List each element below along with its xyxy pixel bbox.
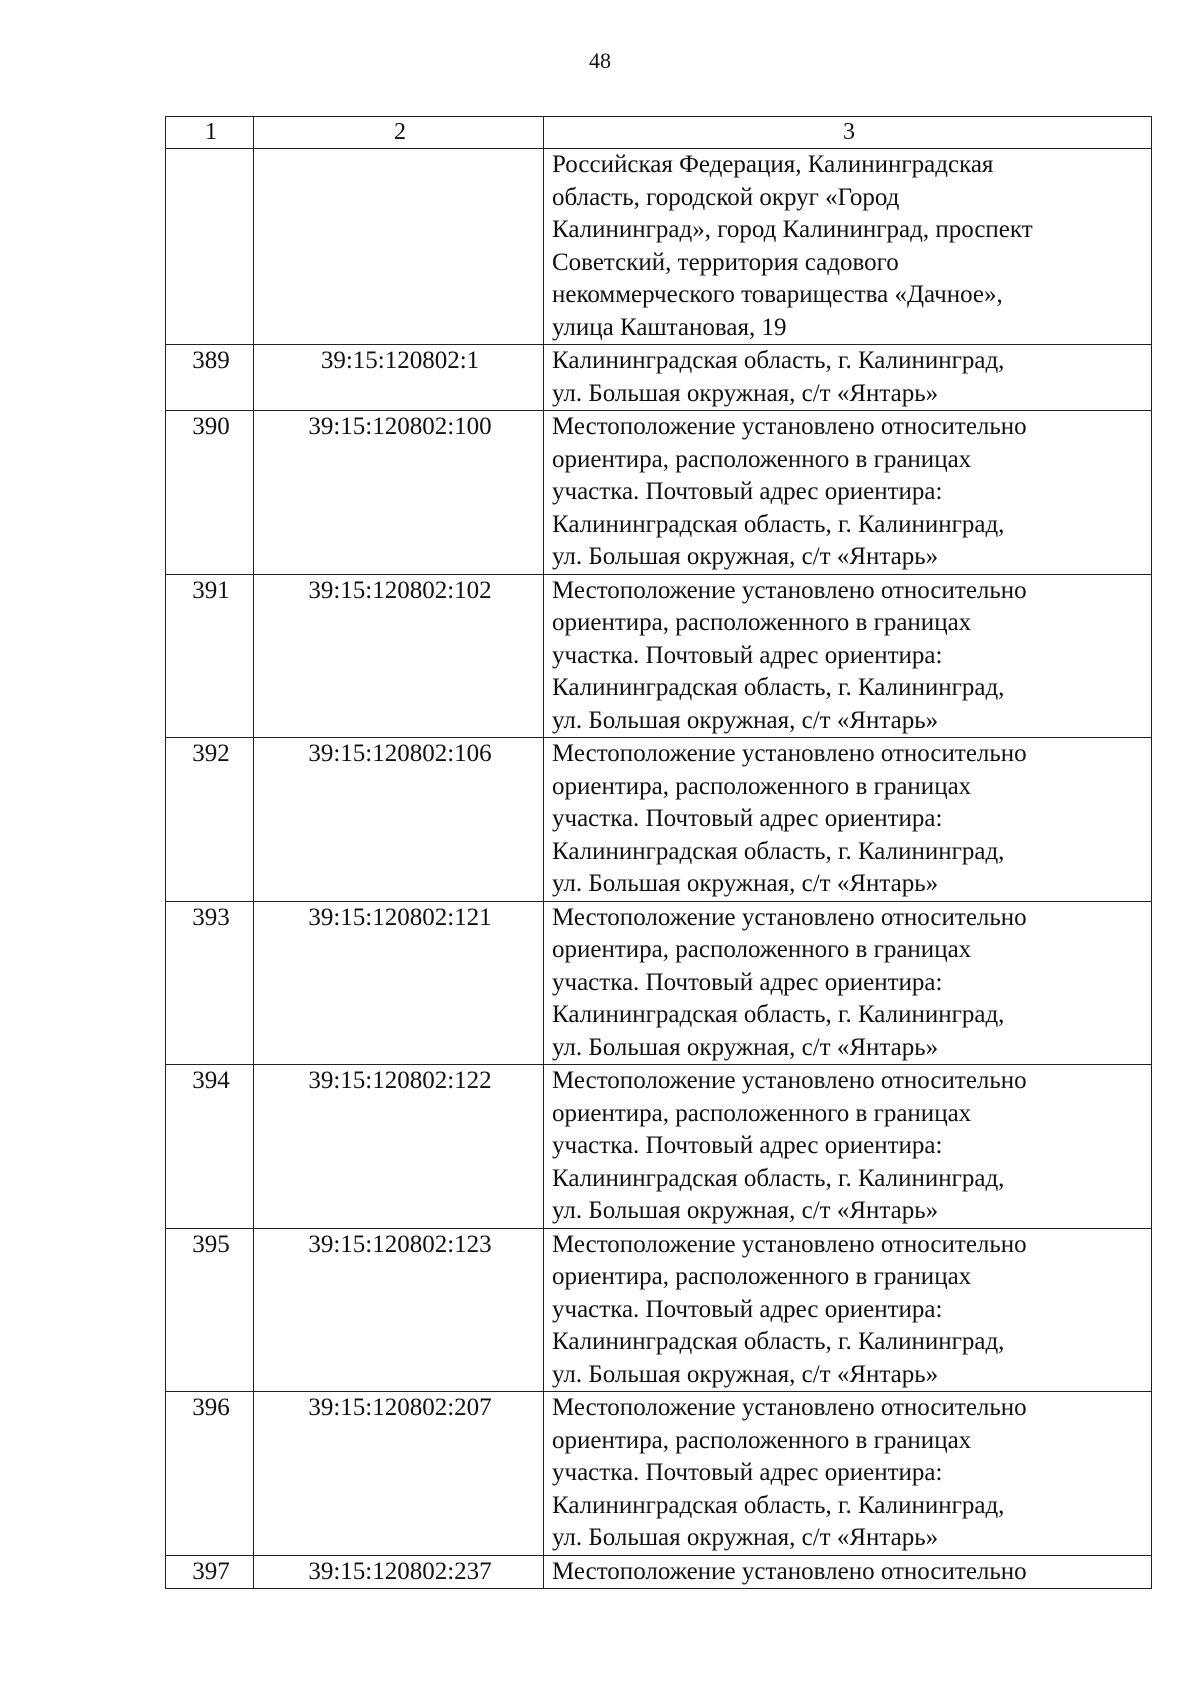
column-header-2: 2 <box>254 117 544 149</box>
row-number-cell: 391 <box>166 574 254 738</box>
address-line: Калининградская область, г. Калининград, <box>552 1328 1005 1355</box>
address-line: ул. Большая окружная, с/т «Янтарь» <box>552 379 939 407</box>
cadastral-number-cell: 39:15:120802:237 <box>254 1555 544 1589</box>
address-line: участка. Почтовый адрес ориентира: <box>552 968 943 996</box>
address-line: Местоположение установлено относительно <box>552 413 1027 440</box>
address-cell <box>544 738 1152 902</box>
cadastral-number-cell: 39:15:120802:207 <box>254 1392 544 1556</box>
address-line: участка. Почтовый адрес ориентира: <box>552 1132 943 1159</box>
table-row <box>166 738 1152 902</box>
table-row <box>166 901 1152 1065</box>
address-line: ул. Большая окружная, с/т «Янтарь» <box>552 1524 939 1551</box>
table-row <box>166 1065 1152 1229</box>
cadastral-number-cell: 39:15:120802:100 <box>254 411 544 575</box>
address-line: участка. Почтовый адрес ориентира: <box>552 641 943 669</box>
address-cell <box>544 345 1152 411</box>
address-line: ул. Большая окружная, с/т «Янтарь» <box>552 543 939 570</box>
address-line: участка. Почтовый адрес ориентира: <box>552 805 943 832</box>
address-line: Местоположение установлено относительно <box>552 903 1027 931</box>
address-line: Местоположение установлено относительно <box>552 740 1027 767</box>
address-line: Местоположение установлено относительно <box>552 1230 1027 1258</box>
address-line: ул. Большая окружная, с/т «Янтарь» <box>552 1360 939 1388</box>
address-line: ориентира, расположенного в границах <box>552 772 972 800</box>
address-cell <box>544 1065 1152 1229</box>
address-cell <box>544 1555 1152 1589</box>
row-number-cell: 397 <box>166 1555 254 1589</box>
address-cell <box>544 901 1152 1065</box>
address-line: ул. Большая окружная, с/т «Янтарь» <box>552 706 939 734</box>
column-header-3: 3 <box>544 117 1152 149</box>
page-number: 48 <box>589 48 611 73</box>
cadastral-number-cell <box>254 149 544 345</box>
address-line: улица Каштановая, 19 <box>552 313 787 341</box>
table-header-row <box>166 117 1152 149</box>
cadastral-number-cell: 39:15:120802:121 <box>254 901 544 1065</box>
address-line: участка. Почтовый адрес ориентира: <box>552 1459 943 1486</box>
row-number-cell: 389 <box>166 345 254 411</box>
address-line: область, городской округ «Город <box>552 183 900 211</box>
row-number-cell: 390 <box>166 411 254 575</box>
row-number-cell: 392 <box>166 738 254 902</box>
cadastral-number-cell: 39:15:120802:1 <box>254 345 544 411</box>
table-row-continuation <box>166 149 1152 345</box>
address-line: ориентира, расположенного в границах <box>552 1263 972 1290</box>
address-line: Калининградская область, г. Калининград, <box>552 510 1005 538</box>
row-number-cell: 393 <box>166 901 254 1065</box>
table-row <box>166 1392 1152 1556</box>
address-line: участка. Почтовый адрес ориентира: <box>552 478 943 505</box>
address-line: Калининградская область, г. Калининград, <box>552 347 1005 374</box>
address-line: ул. Большая окружная, с/т «Янтарь» <box>552 1033 939 1061</box>
address-line: некоммерческого товарищества «Дачное», <box>552 281 1003 308</box>
table-row <box>166 574 1152 738</box>
row-number-cell <box>166 149 254 345</box>
land-registry-table <box>165 116 1152 1589</box>
table-row <box>166 411 1152 575</box>
address-line: Калининградская область, г. Калининград, <box>552 1491 1005 1519</box>
column-header-1: 1 <box>166 117 254 149</box>
address-line: ориентира, расположенного в границах <box>552 445 972 473</box>
address-cell <box>544 1392 1152 1556</box>
address-line: Местоположение установлено относительно <box>552 1557 1027 1585</box>
row-number-cell: 396 <box>166 1392 254 1556</box>
address-line: Калининградская область, г. Калининград, <box>552 837 1005 865</box>
table-row <box>166 1228 1152 1392</box>
address-cell <box>544 574 1152 738</box>
address-line: Местоположение установлено относительно <box>552 576 1027 604</box>
address-line: Калининградская область, г. Калининград, <box>552 674 1005 701</box>
table-row <box>166 345 1152 411</box>
cadastral-number-cell: 39:15:120802:106 <box>254 738 544 902</box>
row-number-cell: 395 <box>166 1228 254 1392</box>
address-line: Калининградская область, г. Калининград, <box>552 1164 1005 1192</box>
address-line: Российская Федерация, Калининградская <box>552 151 994 178</box>
address-line: Местоположение установлено относительно <box>552 1067 1027 1094</box>
address-cell <box>544 149 1152 345</box>
address-line: ориентира, расположенного в границах <box>552 1426 972 1454</box>
cadastral-number-cell: 39:15:120802:102 <box>254 574 544 738</box>
address-line: ориентира, расположенного в границах <box>552 936 972 963</box>
address-line: ориентира, расположенного в границах <box>552 609 972 636</box>
address-line: Калининградская область, г. Калининград, <box>552 1001 1005 1028</box>
address-line: Советский, территория садового <box>552 248 899 276</box>
cadastral-number-cell: 39:15:120802:123 <box>254 1228 544 1392</box>
address-line: ул. Большая окружная, с/т «Янтарь» <box>552 1197 939 1224</box>
address-line: Калининград», город Калининград, проспект <box>552 216 1033 243</box>
address-cell <box>544 1228 1152 1392</box>
address-cell <box>544 411 1152 575</box>
address-line: ул. Большая окружная, с/т «Янтарь» <box>552 870 939 897</box>
address-line: Местоположение установлено относительно <box>552 1394 1027 1421</box>
table-row <box>166 1555 1152 1589</box>
cadastral-number-cell: 39:15:120802:122 <box>254 1065 544 1229</box>
address-line: ориентира, расположенного в границах <box>552 1099 972 1127</box>
address-line: участка. Почтовый адрес ориентира: <box>552 1295 943 1323</box>
row-number-cell: 394 <box>166 1065 254 1229</box>
